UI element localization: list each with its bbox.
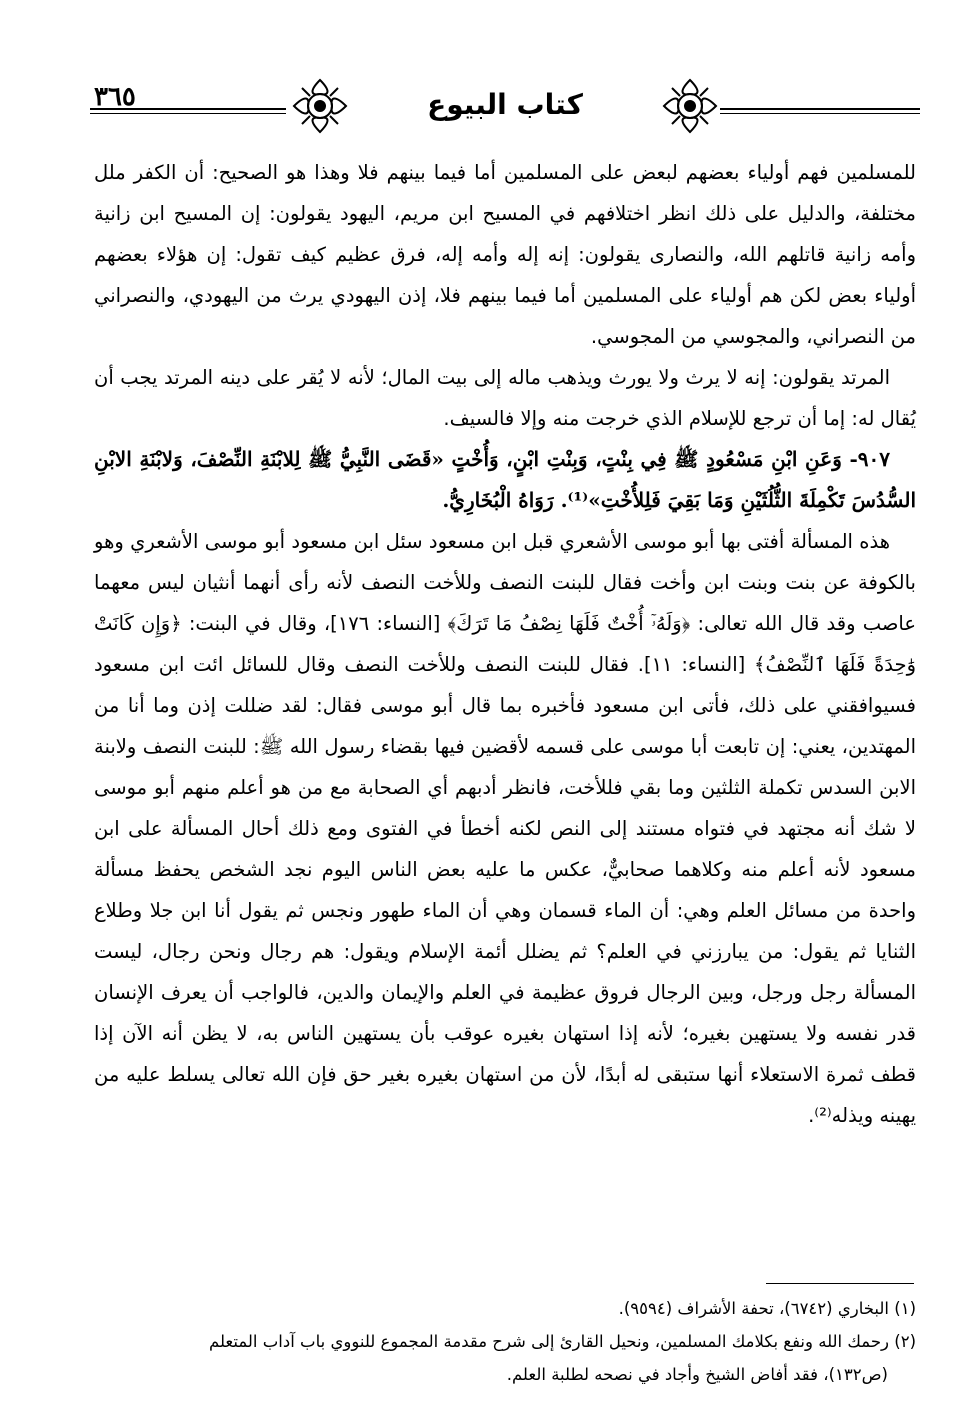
footnote-separator — [766, 1283, 914, 1284]
header-rule-right — [720, 108, 920, 110]
page-header — [90, 72, 920, 152]
footnote-1: (١) البخاري (٦٧٤٢)، تحفة الأشراف (٩٥٩٤). — [618, 1299, 916, 1318]
body-text — [94, 152, 916, 1136]
header-rule-left — [90, 108, 286, 110]
paragraph: المرتد يقولون: إنه لا يرث ولا يورث ويذهب ماله إلى بيت المال؛ لأنه لا يُقر على دينه المرتد يجب أن يُقال له: إما أن ترجع للإسلام الذي خرجت منه وإلا فالسيف. — [94, 366, 916, 430]
page-number: ٣٦٥ — [94, 82, 136, 112]
paragraph: هذه المسألة أفتى بها أبو موسى الأشعري قبل ابن مسعود سئل ابن مسعود أبو موسى الأشعري وهو بالكوفة عن بنت وبنت ابن وأخت فقال للبنت النصف وللأخت النصف لأنه رأى أنهما أنثيان ليس معهما عاصب وقد قال الله تعالى: ﴿وَلَهُۥٓ أُخْتٌ فَلَهَا نِصْفُ مَا تَرَكَ﴾ [النساء: ١٧٦]، وقال في البنت: ﴿وَإِن كَانَتْ وَٰحِدَةً فَلَهَا ٱلنِّصْفُ﴾ [النساء: ١١]. فقال للبنت النصف وللأخت النصف وقال للسائل ائت ابن مسعود فسيوافقني على ذلك، فأتى ابن مسعود فأخبره بما قال أبو موسى فقال: لقد ضللت إذن وما أنا من المهتدين، يعني: إن تابعت أبا موسى على قسمه لأقضين فيها بقضاء رسول الله ﷺ: للبنت النصف ولابنة الابن السدس تكملة الثلثين وما بقي فللأخت، فانظر أدبهم أي الصحابة مع من هو أعلم منهم أبو موسى لا شك أنه مجتهد في فتواه مستند إلى النص لكنه أخطأ في الفتوى ومع ذلك أحال المسألة على ابن مسعود لأنه أعلم منه وكلاهما صحابيٌّ، عكس ما عليه بعض الناس اليوم نجد الشخص يحفظ مسألة واحدة من مسائل العلم وهي: أن الماء قسمان وهي أن الماء طهور ونجس ثم يقول أنا ابن جلا وطلاع الثنايا ثم يقول: من يبارزني في العلم؟ ثم يضلل أئمة الإسلام ويقول: هم رجال ونحن رجال، ليست المسألة رجل ورجل، وبين الرجال فروق عظيمة في العلم والإيمان والدين، فالواجب أن يعرف الإنسان قدر نفسه ولا يستهين بغيره؛ لأنه إذا استهان بغيره عوقب بأن يستهين الناس به، لا يظن أنه الآن إذا قطف ثمرة الاستعلاء أنها ستبقى له أبدًا، لأن من استهان بغيره بغير حق فإن الله تعالى يسلط عليه من يهينه ويذله⁽²⁾. — [94, 530, 917, 1127]
chapter-title: كتاب البيوع — [427, 88, 583, 121]
footnote-2: (٢) رحمك الله ونفع بكلامك المسلمين، ونحيل القارئ إلى شرح مقدمة المجموع للنووي باب آداب المتعلم — [208, 1332, 916, 1351]
footnote-2-continued: (ص١٣٢)، فقد أفاض الشيخ وأجاد في نصحه لطلبة العلم. — [506, 1365, 888, 1384]
hadith-text: ٩٠٧- وَعَنِ ابْنِ مَسْعُودٍ ﷺ فِي بِنْتٍ، وَبِنْتِ ابْنٍ، وَأُخْتٍ «قَضَى النَّبِيُّ ﷺ لِلابْنَةِ النِّصْفَ، وَلابْنَةِ الابْنِ السُّدُسَ تَكْمِلَةَ الثُّلُثَيْنِ وَمَا بَقِيَ فَلِلأُخْتِ»⁽¹⁾. رَوَاهُ الْبُخَارِيُّ. — [94, 447, 916, 512]
ornament-left-icon — [290, 76, 350, 136]
header-rule-left-thin — [90, 113, 286, 114]
paragraph: للمسلمين فهم أولياء بعضهم لبعض على المسلمين أما فيما بينهم فلا وهذا هو الصحيح: أن الكفر ملل مختلفة، والدليل على ذلك انظر اختلافهم في المسيح ابن مريم، اليهود يقولون: إن المسيح ابن زانية وأمه زانية قاتلهم الله، والنصارى يقولون: إنه إله وأمه إله، فرق عظيم كيف تقول: إن هؤلاء بعضهم أولياء بعض لكن هم أولياء على المسلمين أما فيما بينهم فلا، إذن اليهودي يرث من اليهودي، والنصراني من النصراني، والمجوسي من المجوسي. — [94, 161, 916, 348]
header-rule-right-thin — [720, 113, 920, 114]
footnotes — [94, 1292, 916, 1391]
ornament-right-icon — [660, 76, 720, 136]
